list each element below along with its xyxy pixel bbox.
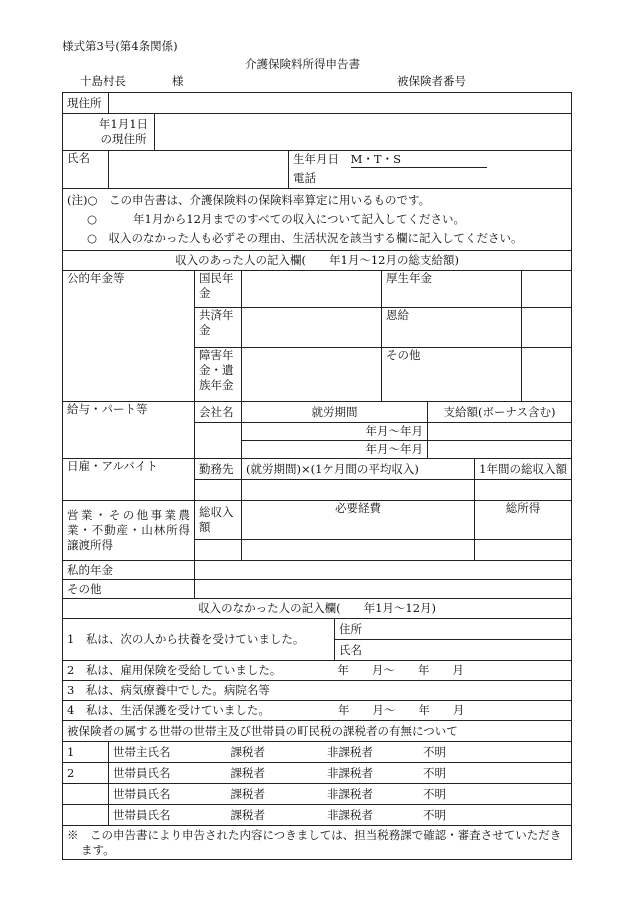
declaration-form — [62, 92, 572, 860]
onkyu-label: 恩給 — [382, 308, 522, 348]
payment-field[interactable] — [428, 423, 572, 441]
household-row-num — [63, 805, 109, 826]
household-row[interactable]: 世帯主氏名 課税者 非課税者 不明 — [109, 742, 572, 763]
birthdate-row: 生年月日 M・T・S — [289, 151, 572, 170]
household-heading: 被保険者の属する世帯の世帯主及び世帯員の町民税の課税者の有無について — [63, 721, 572, 742]
total-income-label: 総収入額 — [195, 501, 242, 540]
unemployment-statement: 2 私は、雇用保険を受給していました。 年 月～ 年 月 — [63, 661, 572, 681]
total-earnings-label: 総所得 — [475, 501, 572, 540]
company-name-label: 会社名 — [195, 402, 242, 423]
form-title: 介護保険料所得申告書 — [245, 57, 360, 71]
private-pension-label: 私的年金 — [63, 561, 195, 580]
public-pension-label: 公的年金等 — [63, 271, 195, 402]
private-pension-field[interactable] — [195, 561, 572, 580]
business-income-label: 営業・その他事業農業・不動産・山林所得譲渡所得 — [63, 501, 195, 561]
phone-label: 電話 — [289, 170, 572, 189]
expenses-field[interactable] — [242, 540, 475, 561]
welfare-pension-label: 厚生年金 — [382, 271, 522, 308]
household-row-num — [63, 784, 109, 805]
total-earnings-field[interactable] — [475, 540, 572, 561]
illness-statement: 3 私は、病気療養中でした。病院名等 — [63, 681, 572, 701]
jan1-address-label: 年1月1日 の現住所 — [63, 114, 155, 151]
work-period-field[interactable]: 年月～年月 — [242, 423, 428, 441]
address-label: 現住所 — [63, 93, 109, 114]
insured-number-label: 被保険者番号 — [397, 74, 466, 88]
address-field[interactable] — [109, 93, 572, 114]
footer-note: ※ この申告書により申告された内容につきましては、担当税務課で確認・審査させていただきます。 — [63, 826, 572, 860]
welfare-statement: 4 私は、生活保護を受けていました。 年 月～ 年 月 — [63, 701, 572, 721]
daily-calc-field[interactable] — [242, 480, 475, 501]
annual-total-label: 1年間の総収入額 — [475, 459, 572, 480]
supporter-address-label: 住所 — [335, 619, 572, 640]
household-row-num: 2 — [63, 763, 109, 784]
daily-calc-label: (就労期間)×(1ケ月間の平均収入) — [242, 459, 475, 480]
disability-pension-label: 障害年金・遺族年金 — [195, 348, 242, 402]
other-pension-field[interactable] — [522, 348, 572, 402]
form-id: 様式第3号(第4条関係) — [62, 39, 178, 53]
supporter-name-label: 氏名 — [335, 640, 572, 661]
company-name-field[interactable] — [195, 423, 242, 459]
jan1-address-field[interactable] — [155, 114, 572, 151]
honorific: 様 — [172, 74, 184, 88]
payment-label: 支給額(ボーナス含む) — [428, 402, 572, 423]
birthdate-field[interactable]: M・T・S — [351, 152, 487, 168]
disability-pension-field[interactable] — [242, 348, 382, 402]
dependent-statement: 1 私は、次の人から扶養を受けていました。 — [63, 619, 335, 661]
expenses-label: 必要経費 — [242, 501, 475, 540]
no-income-section-heading: 収入のなかった人の記入欄( 年1月～12月) — [63, 599, 572, 619]
payment-field[interactable] — [428, 441, 572, 459]
income-section-heading: 収入のあった人の記入欄( 年1月～12月の総支給額) — [63, 251, 572, 271]
household-row[interactable]: 世帯員氏名 課税者 非課税者 不明 — [109, 763, 572, 784]
workplace-field[interactable] — [195, 480, 242, 501]
welfare-pension-field[interactable] — [522, 271, 572, 308]
work-period-label: 就労期間 — [242, 402, 428, 423]
mutual-pension-field[interactable] — [242, 308, 382, 348]
household-row[interactable]: 世帯員氏名 課税者 非課税者 不明 — [109, 805, 572, 826]
name-field[interactable] — [109, 151, 289, 189]
salary-label: 給与・パート等 — [63, 402, 195, 459]
national-pension-field[interactable] — [242, 271, 382, 308]
household-row[interactable]: 世帯員氏名 課税者 非課税者 不明 — [109, 784, 572, 805]
national-pension-label: 国民年金 — [195, 271, 242, 308]
addressee: 十島村長 — [80, 74, 126, 88]
other-income-label: その他 — [63, 580, 195, 599]
notes: (注)○ この申告書は、介護保険料の保険料率算定に用いるものです。 ○ 年1月から12月までのすべての収入について記入してください。 ○ 収入のなかった人も必ずその理由、生活状況を該当する欄に記入してください。 — [63, 189, 572, 251]
annual-total-field[interactable] — [475, 480, 572, 501]
mutual-pension-label: 共済年金 — [195, 308, 242, 348]
other-income-field[interactable] — [195, 580, 572, 599]
onkyu-field[interactable] — [522, 308, 572, 348]
total-income-field[interactable] — [195, 540, 242, 561]
work-period-field[interactable]: 年月～年月 — [242, 441, 428, 459]
daily-labor-label: 日雇・アルバイト — [63, 459, 195, 501]
name-label: 氏名 — [63, 151, 109, 189]
other-pension-label: その他 — [382, 348, 522, 402]
household-row-num: 1 — [63, 742, 109, 763]
workplace-label: 勤務先 — [195, 459, 242, 480]
